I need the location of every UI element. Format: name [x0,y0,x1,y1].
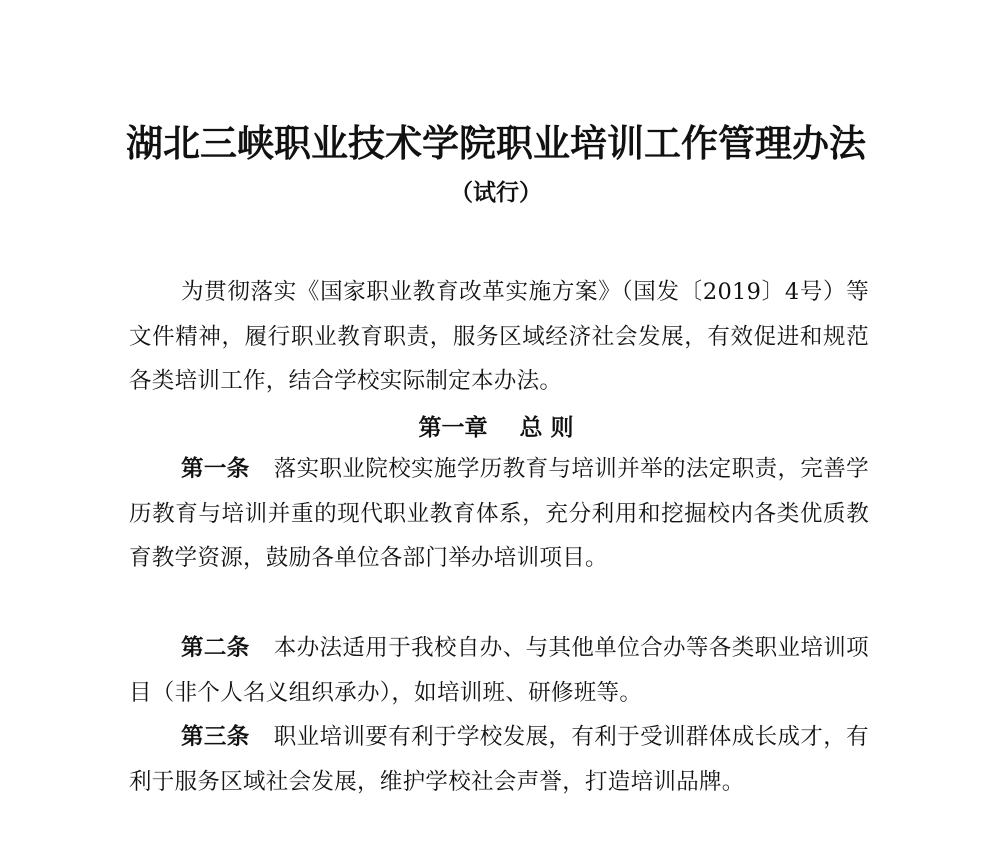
article-text: 落实职业院校实施学历教育与培训并举的法定职责，完善学历教育与培训并重的现代职业教育体系，充分利用和挖掘校内各类优质教育教学资源，鼓励各单位各部门举办培训项目。 [129,456,869,571]
article-text: 职业培训要有利于学校发展，有利于受训群体成长成才，有利于服务区域社会发展，维护学校社会声誉，打造培训品牌。 [129,724,869,795]
article-paragraph [129,715,869,804]
document-title: 湖北三峡职业技术学院职业培训工作管理办法 [126,122,866,165]
preamble-paragraph: 为贯彻落实《国家职业教育改革实施方案》（国发〔2019〕4号）等文件精神，履行职业教育职责，服务区域经济社会发展，有效促进和规范各类培训工作，结合学校实际制定本办法。 [129,279,869,394]
document-subtitle: （试行） [450,180,542,206]
article-label: 第一条 [181,456,250,482]
article-paragraph [129,447,869,581]
chapter-heading: 第一章 总 则 [418,415,574,441]
article-label: 第二条 [181,635,250,661]
article-paragraph [129,626,869,715]
article-label: 第三条 [181,724,250,750]
article-text: 本办法适用于我校自办、与其他单位合办等各类职业培训项目（非个人名义组织承办），如培训班、研修班等。 [129,635,869,706]
